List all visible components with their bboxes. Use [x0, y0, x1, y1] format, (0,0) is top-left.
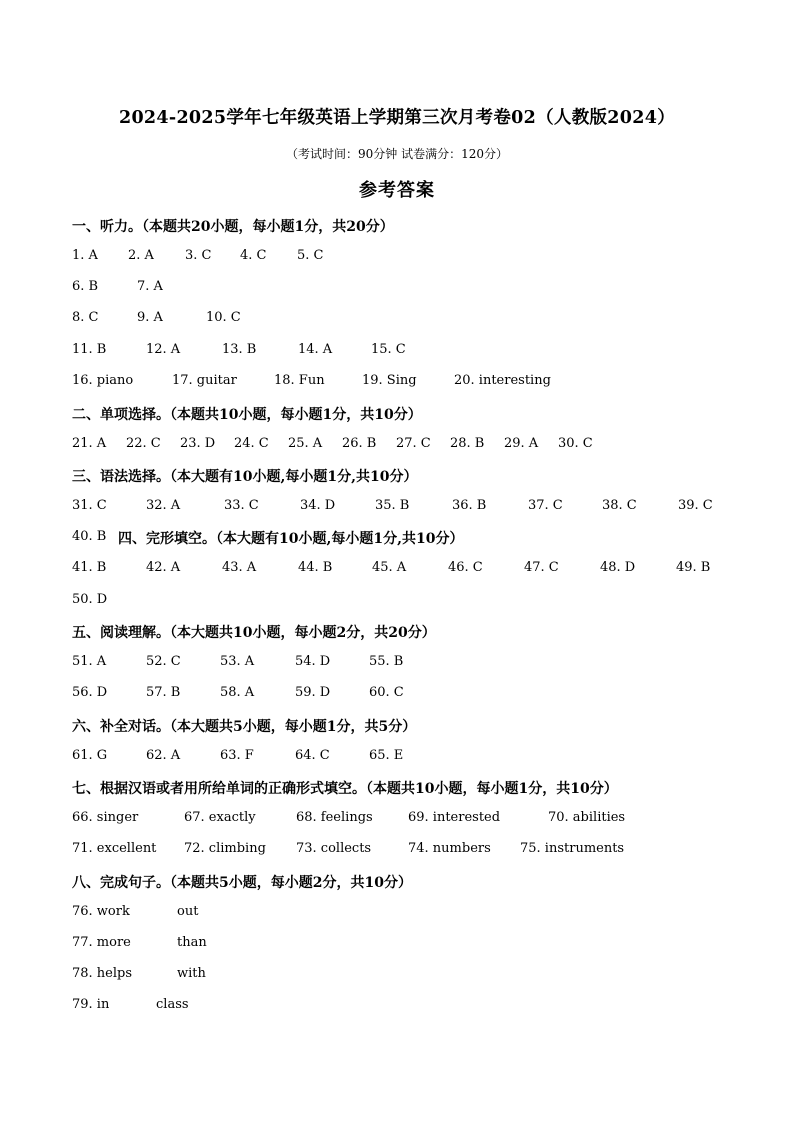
answer-item: 64. C — [295, 748, 330, 763]
section-heading-grammar: 三、语法选择。（本大题有10小题,每小题1分,共10分） — [72, 469, 418, 485]
answer-item: 39. C — [678, 498, 713, 513]
answer-item: 38. C — [602, 498, 637, 513]
answer-item: 18. Fun — [274, 373, 325, 388]
answer-item: 14. A — [298, 342, 333, 357]
answer-item: 76. work — [72, 904, 130, 919]
answer-item: 41. B — [72, 560, 107, 575]
answer-item: 15. C — [371, 342, 406, 357]
answer-item: 66. singer — [72, 810, 139, 825]
document-title: 2024-2025学年七年级英语上学期第三次月考卷02（人教版2024） — [118, 108, 676, 128]
section-heading-cloze: 四、完形填空。（本大题有10小题,每小题1分,共10分） — [118, 531, 464, 547]
answer-item: 46. C — [448, 560, 483, 575]
section-heading-complete-sentences: 八、完成句子。（本题共5小题，每小题2分，共10分） — [72, 875, 412, 891]
answer-item: 63. F — [220, 748, 254, 763]
exam-info: （考试时间：90分钟 试卷满分：120分） — [286, 147, 508, 161]
answer-item: 72. climbing — [184, 841, 266, 856]
answer-item: 55. B — [369, 654, 404, 669]
answer-item: 22. C — [126, 436, 161, 451]
answer-item: 10. C — [206, 310, 241, 325]
answer-item: 56. D — [72, 685, 108, 700]
answer-item: 34. D — [300, 498, 336, 513]
answer-item: 59. D — [295, 685, 331, 700]
answer-item: 61. G — [72, 748, 108, 763]
answer-item: 73. collects — [296, 841, 372, 856]
answer-item: 31. C — [72, 498, 107, 513]
answer-item: 25. A — [288, 436, 323, 451]
answer-item: 24. C — [234, 436, 269, 451]
answer-item: 40. B — [72, 529, 107, 544]
answer-item: 78. helps — [72, 966, 133, 981]
answer-item: 36. B — [452, 498, 487, 513]
answer-item: class — [156, 997, 189, 1012]
section-heading-reading: 五、阅读理解。（本大题共10小题，每小题2分，共20分） — [72, 625, 436, 641]
answer-item: 45. A — [372, 560, 407, 575]
answer-item: 13. B — [222, 342, 257, 357]
answer-item: 35. B — [375, 498, 410, 513]
answer-item: than — [177, 935, 207, 950]
answer-item: 48. D — [600, 560, 636, 575]
answer-item: 1. A — [72, 248, 98, 263]
section-heading-single-choice: 二、单项选择。（本题共10小题，每小题1分，共10分） — [72, 407, 422, 423]
answer-item: 47. C — [524, 560, 559, 575]
answer-item: 37. C — [528, 498, 563, 513]
answer-item: 9. A — [137, 310, 163, 325]
answer-item: 44. B — [298, 560, 333, 575]
answer-item: 11. B — [72, 342, 107, 357]
answer-item: 20. interesting — [454, 373, 551, 388]
answer-item: 12. A — [146, 342, 181, 357]
answer-item: 7. A — [137, 279, 163, 294]
answer-item: 5. C — [297, 248, 324, 263]
answers-heading: 参考答案 — [359, 180, 435, 201]
answer-item: 53. A — [220, 654, 255, 669]
section-heading-listening: 一、听力。（本题共20小题，每小题1分，共20分） — [72, 219, 394, 235]
answer-item: 17. guitar — [172, 373, 237, 388]
answer-item: with — [177, 966, 206, 981]
answer-item: 58. A — [220, 685, 255, 700]
answer-item: 27. C — [396, 436, 431, 451]
answer-item: 29. A — [504, 436, 539, 451]
answer-item: 8. C — [72, 310, 99, 325]
answer-item: 2. A — [128, 248, 154, 263]
answer-item: 21. A — [72, 436, 107, 451]
answer-item: 32. A — [146, 498, 181, 513]
section-heading-dialogue: 六、补全对话。（本大题共5小题，每小题1分，共5分） — [72, 719, 417, 735]
answer-item: 23. D — [180, 436, 216, 451]
answer-item: 65. E — [369, 748, 404, 763]
answer-item: 62. A — [146, 748, 181, 763]
answer-item: 71. excellent — [72, 841, 157, 856]
answer-item: 69. interested — [408, 810, 501, 825]
answer-item: 77. more — [72, 935, 131, 950]
answer-item: 75. instruments — [520, 841, 625, 856]
answer-item: 28. B — [450, 436, 485, 451]
answer-item: 6. B — [72, 279, 99, 294]
answer-item: 74. numbers — [408, 841, 491, 856]
answer-item: 68. feelings — [296, 810, 373, 825]
answer-item: 4. C — [240, 248, 267, 263]
answer-item: 79. in — [72, 997, 110, 1012]
answer-item: 49. B — [676, 560, 711, 575]
answer-item: 33. C — [224, 498, 259, 513]
answer-item: 54. D — [295, 654, 331, 669]
answer-item: 51. A — [72, 654, 107, 669]
answer-item: 26. B — [342, 436, 377, 451]
answer-item: 67. exactly — [184, 810, 256, 825]
answer-item: 42. A — [146, 560, 181, 575]
answer-item: 3. C — [185, 248, 212, 263]
answer-item: 43. A — [222, 560, 257, 575]
answer-item: 57. B — [146, 685, 181, 700]
answer-item: 52. C — [146, 654, 181, 669]
answer-item: 60. C — [369, 685, 404, 700]
answer-item: out — [177, 904, 199, 919]
answer-item: 16. piano — [72, 373, 134, 388]
answer-item: 30. C — [558, 436, 593, 451]
answer-item: 19. Sing — [362, 373, 417, 388]
answer-item: 70. abilities — [548, 810, 626, 825]
section-heading-word-forms: 七、根据汉语或者用所给单词的正确形式填空。（本题共10小题，每小题1分，共10分） — [72, 781, 618, 797]
answer-item: 50. D — [72, 592, 108, 607]
